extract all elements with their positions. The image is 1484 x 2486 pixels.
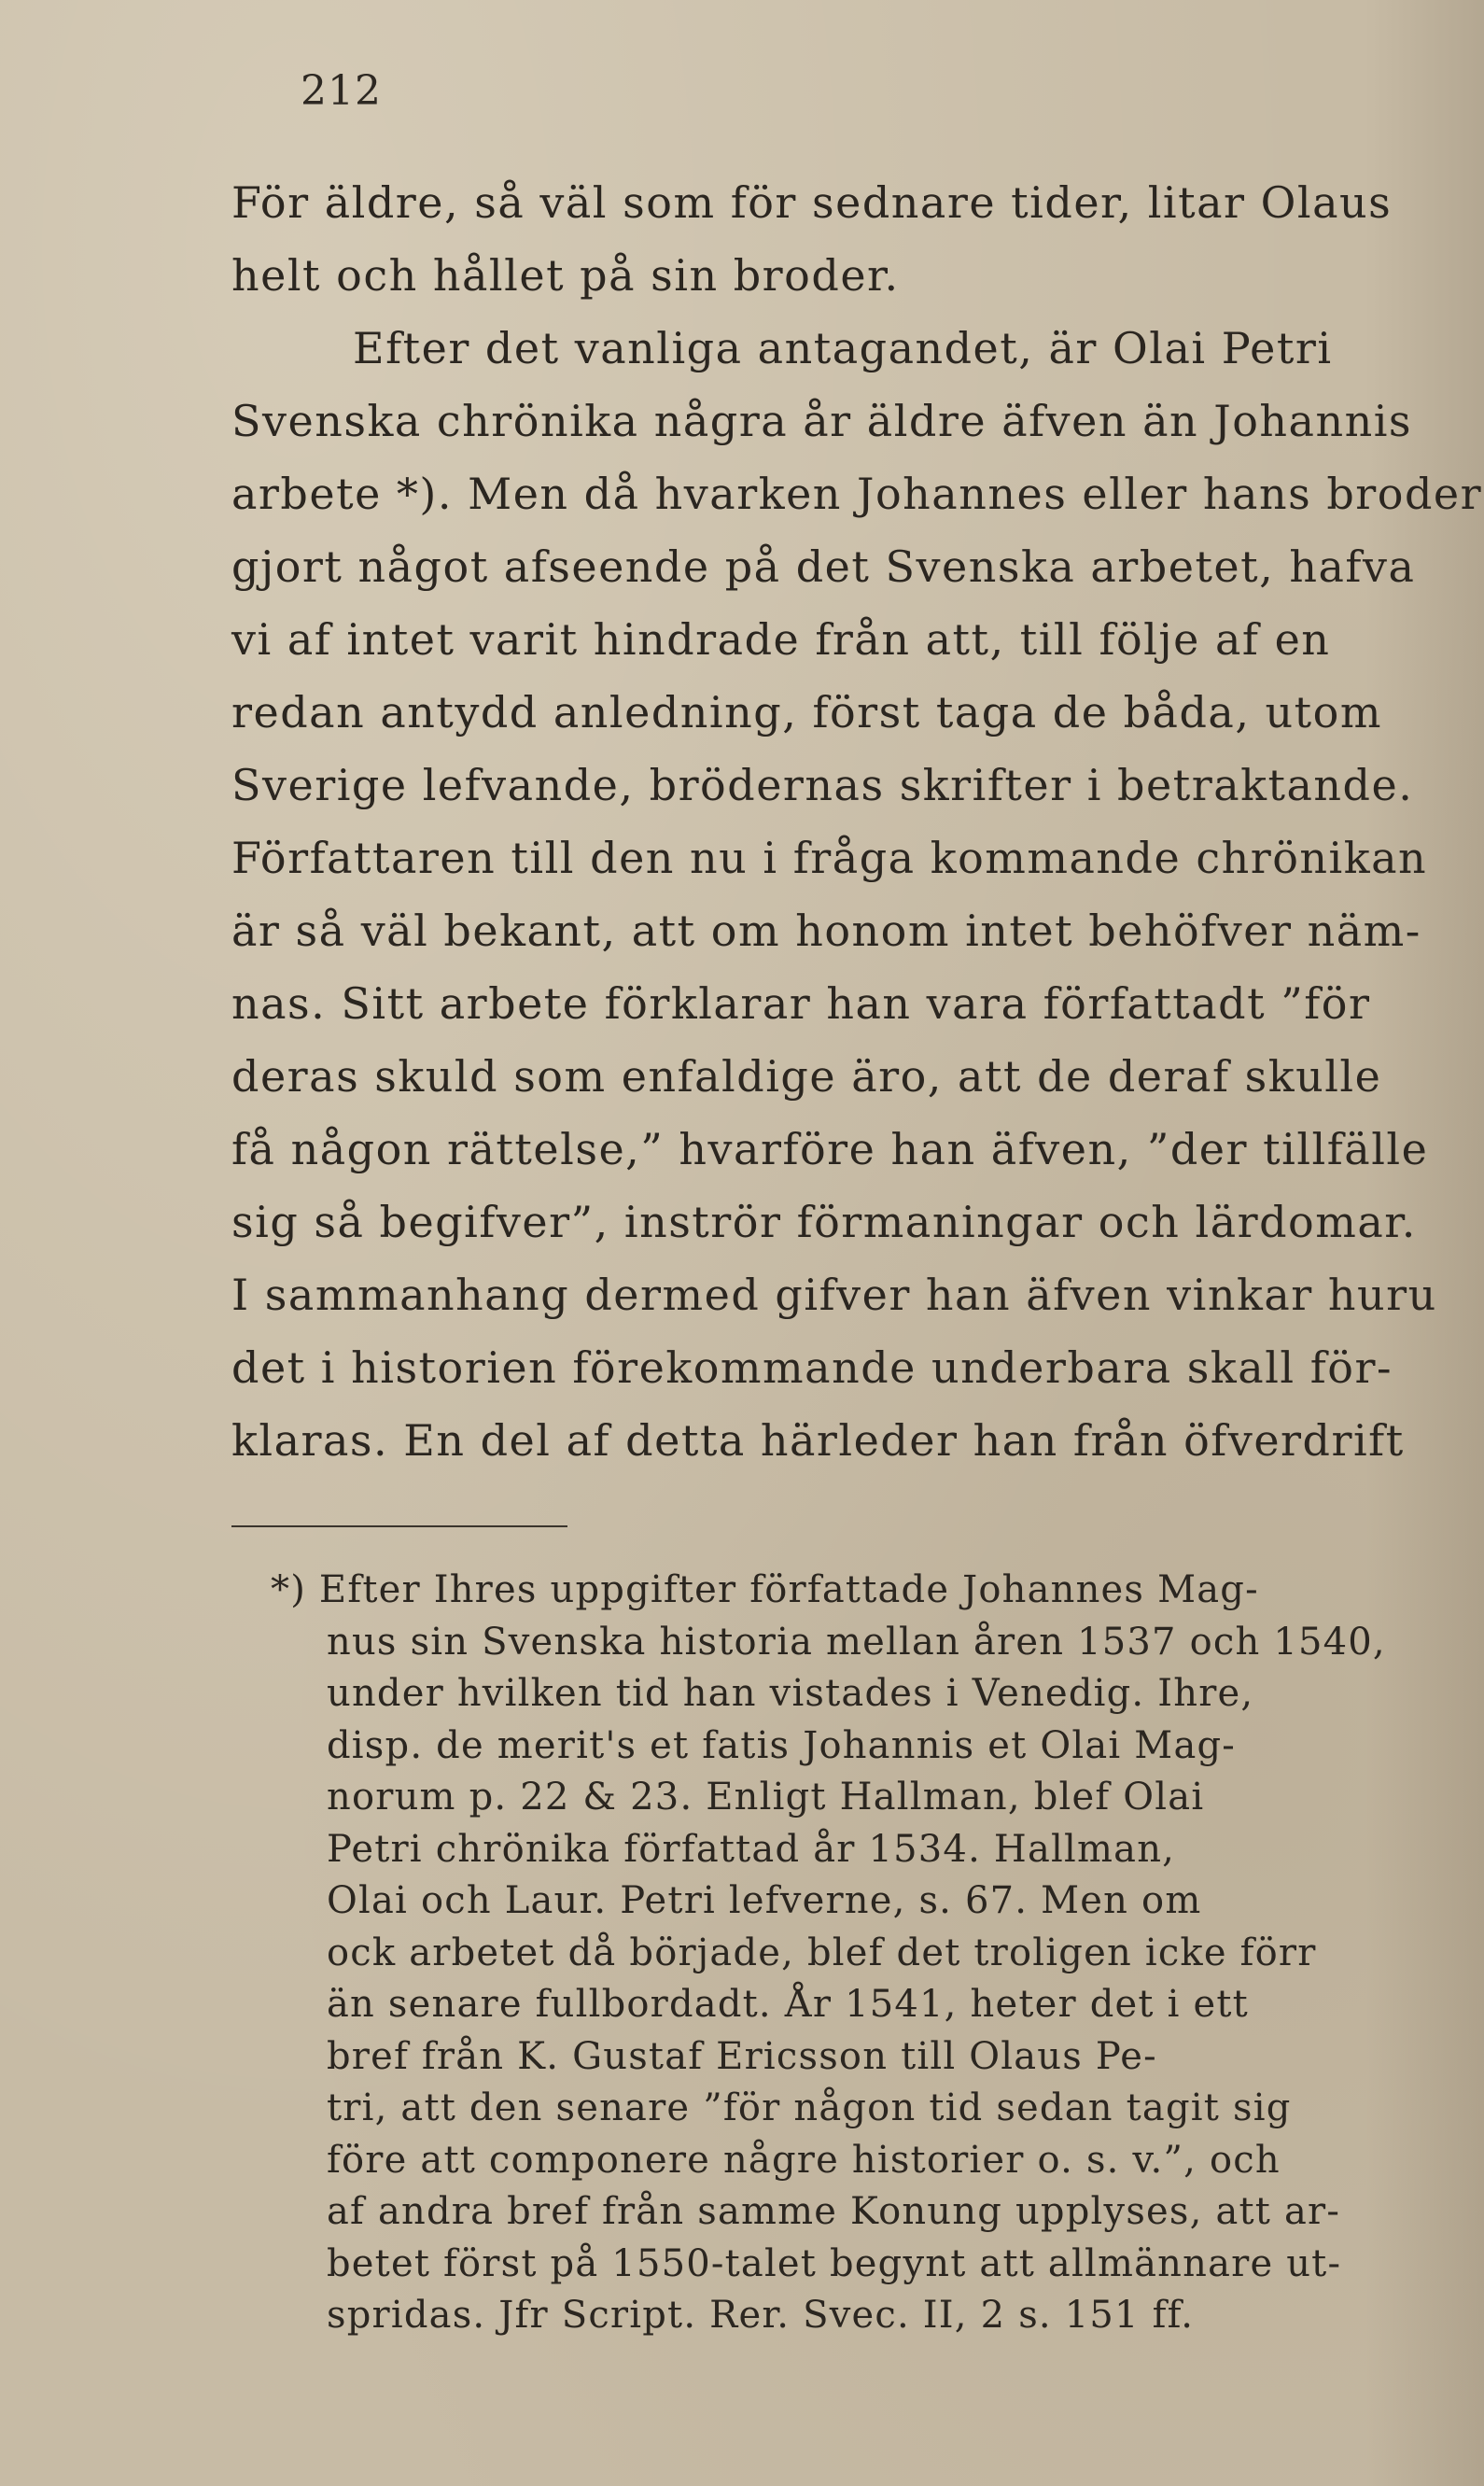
body-line: Författaren till den nu i fråga kommande chrönikan (231, 833, 1428, 883)
body-line: vi af intet varit hindrade från att, till följe af en (231, 614, 1331, 665)
body-line: sig så begifver”, inströr förmaningar och lärdomar. (231, 1197, 1417, 1247)
footnote-line: betet först på 1550-talet begynt att allmännare ut- (327, 2241, 1342, 2285)
footnote-line: Petri chrönika författad år 1534. Hallman, (327, 1827, 1176, 1871)
footnote-line: ock arbetet då började, blef det troligen icke förr (327, 1931, 1317, 1974)
body-line: redan antydd anledning, först taga de båda, utom (231, 687, 1382, 737)
footnote-line: än senare fullbordadt. År 1541, heter det i ett (327, 1983, 1249, 2026)
page-number: 212 (301, 67, 382, 115)
body-line: få någon rättelse,” hvarföre han äfven, ”der tillfälle (231, 1124, 1429, 1174)
footnote-line: under hvilken tid han vistades i Venedig. Ihre, (327, 1672, 1254, 1715)
footnote-line: Olai och Laur. Petri lefverne, s. 67. Men om (327, 1879, 1202, 1922)
body-line: Efter det vanliga antagandet, är Olai Petri (353, 323, 1333, 373)
footnote-line: disp. de merit's et fatis Johannis et Olai Mag- (327, 1723, 1237, 1767)
footnote-line: bref från K. Gustaf Ericsson till Olaus Pe- (327, 2034, 1157, 2078)
footnote-line: af andra bref från samme Konung upplyses, att ar- (327, 2190, 1341, 2233)
body-line: arbete *). Men då hvarken Johannes eller hans broder (231, 469, 1483, 519)
body-line: För äldre, så väl som för sednare tider, litar Olaus (231, 177, 1393, 228)
footnote (271, 1565, 1484, 2342)
body-line: Svenska chrönika några år äldre äfven än Johannis (231, 396, 1413, 446)
body-line: deras skuld som enfaldige äro, att de deraf skulle (231, 1051, 1382, 1102)
footnote-separator (231, 1525, 567, 1527)
body-line: helt och hållet på sin broder. (231, 250, 900, 301)
body-line: det i historien förekommande underbara skall för- (231, 1342, 1393, 1393)
body-line: gjort något afseende på det Svenska arbetet, hafva (231, 541, 1416, 592)
body-text (231, 166, 1482, 1477)
footnote-line: före att componere någre historier o. s. v.”, och (327, 2138, 1281, 2182)
body-line: I sammanhang dermed gifver han äfven vinkar huru (231, 1270, 1437, 1320)
footnote-line: spridas. Jfr Script. Rer. Svec. II, 2 s. 151 ff. (327, 2294, 1195, 2337)
body-line: är så väl bekant, att om honom intet behöfver näm- (231, 906, 1421, 956)
footnote-line: tri, att den senare ”för någon tid sedan tagit sig (327, 2086, 1292, 2129)
footnote-line: *) Efter Ihres uppgifter författade Johannes Mag- (271, 1568, 1259, 1611)
body-line: Sverige lefvande, brödernas skrifter i betraktande. (231, 760, 1414, 810)
body-line: klaras. En del af detta härleder han från öfverdrift (231, 1415, 1405, 1466)
footnote-line: norum p. 22 & 23. Enligt Hallman, blef Olai (327, 1776, 1205, 1819)
footnote-line: nus sin Svenska historia mellan åren 1537 och 1540, (327, 1620, 1386, 1664)
body-line: nas. Sitt arbete förklarar han vara författadt ”för (231, 978, 1371, 1029)
